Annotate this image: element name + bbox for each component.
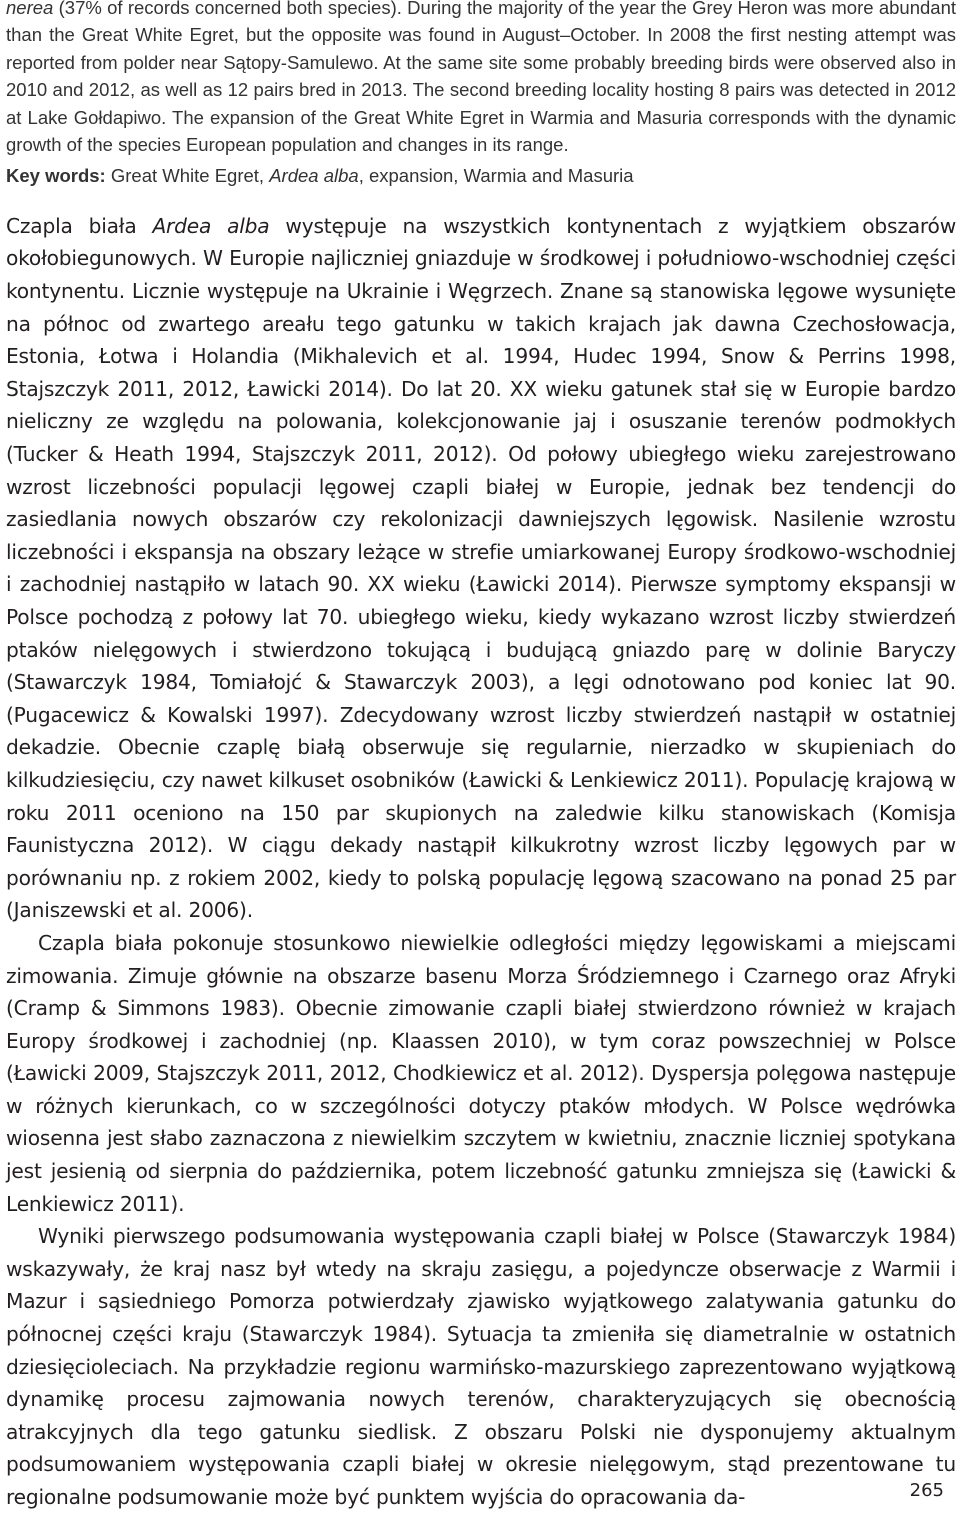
keywords-italic: Ardea alba (269, 165, 359, 187)
body-p1-text-1: Czapla biała (6, 213, 153, 238)
body-p1-text-2: występuje na wszystkich kontynentach z wyjątkiem obszarów okołobiegunowych. W Europie najliczniej gniazduje w środkowej i południowo-wschodniej części kontynentu. Licznie występuje na Ukrainie i Węgrzech. Znane są stanowiska lęgowe wysunięte na północ od zwartego areału tego gatunku w takich krajach jak dawna Czechosłowacja, Estonia, Łotwa i Holandia (Mikhalevich et al. 1994, Hudec 1994, Snow & Perrins 1998, Stajszczyk 2011, 2012, Ławicki 2014). Do lat 20. XX wieku gatunek stał się w Europie bardzo nieliczny ze względu na polowania, kolekcjonowanie jaj i osuszanie terenów podmokłych (Tucker & Heath 1994, Stajszczyk 2011, 2012). Od połowy ubiegłego wieku zarejestrowano wzrost liczebności populacji lęgowej czapli białej w Europie, jednak bez tendencji do zasiedlania nowych obszarów czy rekolonizacji dawniejszych lęgowisk. Nasilenie wzrostu liczebności i ekspansja na obszary leżące w strefie umiarkowanej Europy środkowo-wschodniej i zachodniej nastąpiło w latach 90. XX wieku (Ławicki 2014). Pierwsze symptomy ekspansji w Polsce pochodzą z połowy lat 70. ubiegłego wieku, kiedy wykazano wzrost liczby stwierdzeń ptaków nielęgowych i stwierdzono tokującą i budującą gniazdo parę w dolinie Baryczy (Stawarczyk 1984, Tomiałojć & Stawarczyk 2003), a lęgi odnotowano pod koniec lat 90. (Pugacewicz & Kowalski 1997). Zdecydowany wzrost liczby stwierdzeń nastąpił w ostatniej dekadzie. Obecnie czaplę białą obserwuje się regularnie, nierzadko w skupieniach do kilkudziesięciu, czy nawet kilkuset osobników (Ławicki & Lenkiewicz 2011). Populację krajową w roku 2011 oceniono na 150 par skupionych na zaledwie kilku stanowiskach (Komisja Faunistyczna 2012). W ciągu dekady nastąpił kilkukrotny wzrost liczby lęgowych par w porównaniu np. z rokiem 2002, kiedy to polską populację lęgową szacowano na ponad 25 par (Janiszewski et al. 2006). (6, 213, 957, 923)
keywords-text-1: Great White Egret, (105, 165, 270, 187)
page (6, 0, 956, 1514)
keywords-line (6, 162, 956, 189)
body-paragraph-3: Wyniki pierwszego podsumowania występowania czapli białej w Polsce (Stawarczyk 1984) wskazywały, że kraj nasz był wtedy na skraju zasięgu, a pojedyncze obserwacje z Warmii i Mazur i sąsiedniego Pomorza potwierdzały zjawisko wyjątkowego zalatywania gatunku do północnej części kraju (Stawarczyk 1984). Sytuacja ta zmieniła się diametralnie w ostatnich dziesięcioleciach. Na przykładzie regionu warmińsko-mazurskiego zaprezentowano wyjątkową dynamikę procesu zajmowania nowych terenów, charakteryzujących się obecnością atrakcyjnych dla tego gatunku siedlisk. Z obszaru Polski nie dysponujemy aktualnym podsumowaniem występowania czapli białej w okresie nielęgowym, stąd prezentowane tu regionalne podsumowanie może być punktem wyjścia do opracowania da- (6, 1224, 956, 1509)
body-text (6, 210, 956, 1514)
keywords-label: Key words: (6, 165, 106, 187)
abstract-text: (37% of records concerned both species). During the majority of the year the Grey Heron was more abundant than the Great White Egret, but the opposite was found in August–October. In 2008 the first nesting attempt was reported from polder near Sątopy-Samulewo. At the same site some probably breeding birds were observed also in 2010 and 2012, as well as 12 pairs bred in 2013. The second breeding locality hosting 8 pairs was detected in 2012 at Lake Gołdapiwo. The expansion of the Great White Egret in Warmia and Masuria corresponds with the dynamic growth of the species European population and changes in its range. (6, 0, 956, 156)
body-p1-italic: Ardea alba (152, 213, 270, 238)
body-paragraph-2: Czapla biała pokonuje stosunkowo niewielkie odległości między lęgowiskami a miejscami zimowania. Zimuje głównie na obszarze basenu Morza Śródziemnego i Czarnego oraz Afryki (Cramp & Simmons 1983). Obecnie zimowanie czapli białej stwierdzono również w krajach Europy środkowej i zachodniej (np. Klaassen 2010), w tym coraz powszechniej w Polsce (Ławicki 2009, Stajszczyk 2011, 2012, Chodkiewicz et al. 2012). Dyspersja polęgowa następuje w różnych kierunkach, co w szczególności dotyczy ptaków młodych. W Polsce wędrówka wiosenna jest słabo zaznaczona z niewielkim szczytem w kwietniu, znacznie liczniej spotykana jest jesienią od sierpnia do października, potem liczebność gatunku zmniejsza się (Ławicki & Lenkiewicz 2011). (6, 930, 956, 1216)
keywords-text-2: , expansion, Warmia and Masuria (358, 165, 634, 187)
abstract-paragraph (6, 0, 956, 158)
body-paragraph-1 (6, 210, 956, 927)
page-number: 265 (909, 1480, 944, 1501)
abstract-italic-genus: nerea (6, 0, 54, 18)
